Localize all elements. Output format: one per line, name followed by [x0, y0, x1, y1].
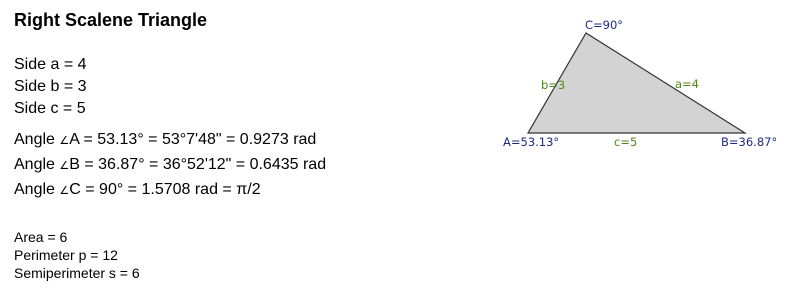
angle-prefix: Angle	[14, 181, 60, 198]
measures-list	[14, 228, 140, 282]
angles-list	[14, 128, 326, 203]
side-b-line: Side b = 3	[14, 78, 87, 95]
side-label-a: a=4	[675, 77, 699, 91]
angle-symbol-icon: ∠	[59, 135, 70, 147]
angle-a-line	[14, 128, 326, 153]
angle-c-value: C = 90° = 1.5708 rad = π/2	[69, 181, 261, 198]
side-label-b: b=3	[541, 78, 566, 92]
angle-b-value: B = 36.87° = 36°52'12" = 0.6435 rad	[69, 156, 327, 173]
vertex-label-a: A=53.13°	[503, 135, 560, 149]
angle-prefix: Angle	[14, 156, 60, 173]
angle-c-line	[14, 178, 326, 203]
sides-list	[14, 54, 87, 120]
side-a-line: Side a = 4	[14, 56, 87, 73]
area-line: Area = 6	[14, 229, 68, 245]
side-c-line: Side c = 5	[14, 100, 86, 117]
vertex-label-c: C=90°	[585, 18, 624, 32]
angle-symbol-icon: ∠	[59, 185, 70, 197]
angle-a-value: A = 53.13° = 53°7'48" = 0.9273 rad	[69, 131, 317, 148]
side-label-c: c=5	[614, 135, 638, 149]
angle-b-line	[14, 153, 326, 178]
perimeter-line: Perimeter p = 12	[14, 247, 118, 263]
semiperimeter-line: Semiperimeter s = 6	[14, 265, 140, 281]
angle-prefix: Angle	[14, 131, 60, 148]
triangle-diagram	[490, 8, 790, 158]
page-title: Right Scalene Triangle	[14, 10, 208, 30]
vertex-label-b: B=36.87°	[721, 135, 778, 149]
angle-symbol-icon: ∠	[59, 160, 70, 172]
